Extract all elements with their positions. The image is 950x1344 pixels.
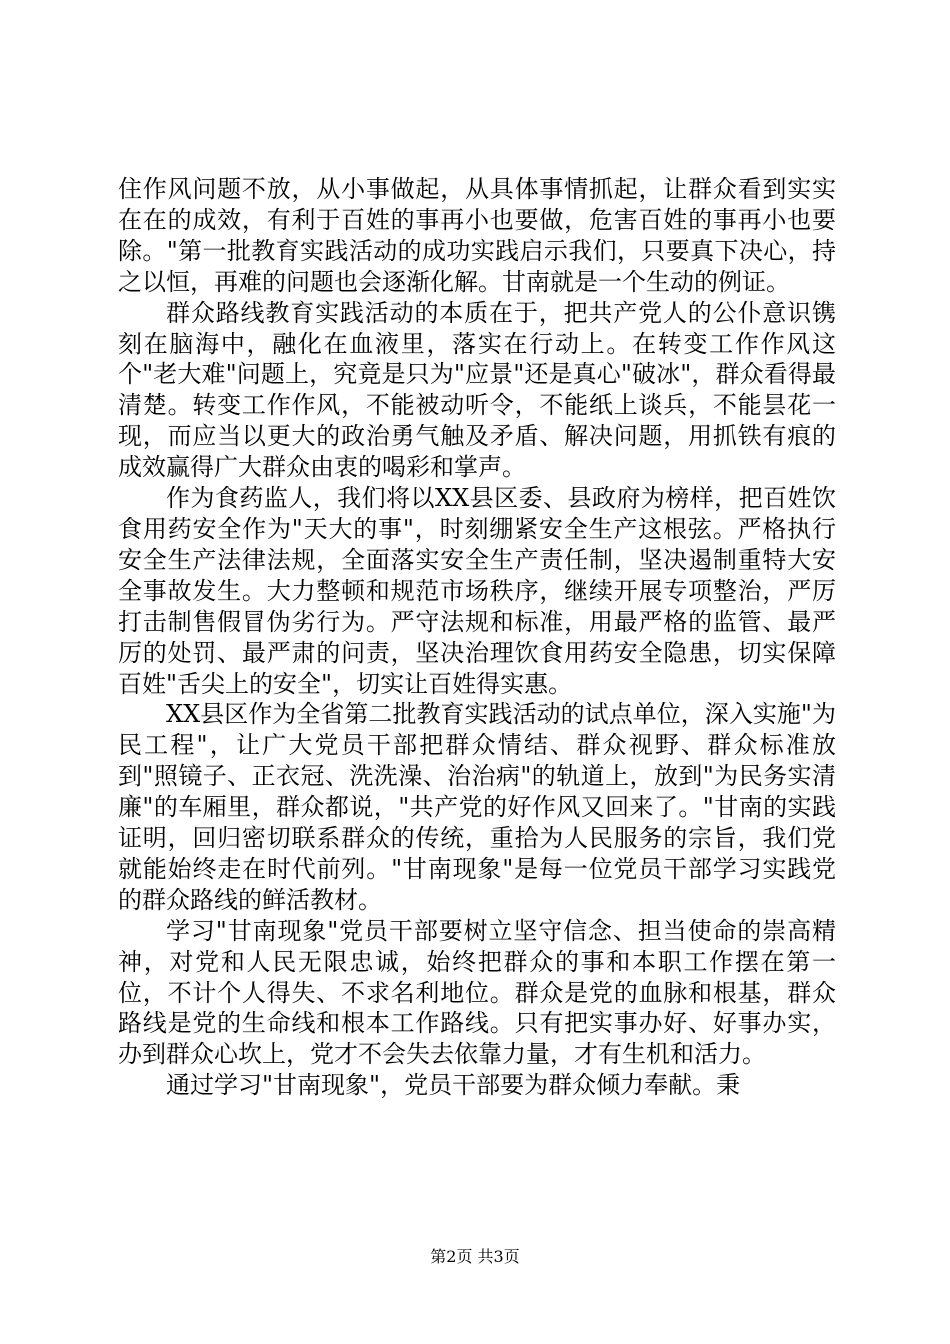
paragraph-4: XX县区作为全省第二批教育实践活动的试点单位，深入实施"为民工程"，让广大党员干部把群众情结、群众视野、群众标准放到"照镜子、正衣冠、洗洗澡、治治病"的轨道上，放到"为民务实清廉"的车厢里，群众都说，"共产党的好作风又回来了。"甘南的实践证明，回归密切联系群众的传统，重拾为人民服务的宗旨，我们党就能始终走在时代前列。"甘南现象"是每一位党员干部学习实践党的群众路线的鲜活教材。 bbox=[118, 700, 836, 914]
page-number-footer: 第2页 共3页 bbox=[430, 1247, 520, 1266]
paragraph-1: 住作风问题不放，从小事做起，从具体事情抓起，让群众看到实实在在的成效，有利于百姓的事再小也要做，危害百姓的事再小也要除。"第一批教育实践活动的成功实践启示我们，只要真下决心，持之以恒，再难的问题也会逐渐化解。甘南就是一个生动的例证。 bbox=[118, 175, 836, 296]
document-body bbox=[118, 174, 836, 1101]
paragraph-6: 通过学习"甘南现象"，党员干部要为群众倾力奉献。秉 bbox=[166, 1071, 741, 1100]
paragraph-2: 群众路线教育实践活动的本质在于，把共产党人的公仆意识镌刻在脑海中，融化在血液里，落实在行动上。在转变工作作风这个"老大难"问题上，究竟是只为"应景"还是真心"破冰"，群众看得最清楚。转变工作作风，不能被动听令，不能纸上谈兵，不能昙花一现，而应当以更大的政治勇气触及矛盾、解决问题，用抓铁有痕的成效赢得广大群众由衷的喝彩和掌声。 bbox=[118, 298, 836, 482]
paragraph-5: 学习"甘南现象"党员干部要树立坚守信念、担当使命的崇高精神，对党和人民无限忠诚，始终把群众的事和本职工作摆在第一位，不计个人得失、不求名利地位。群众是党的血脉和根基，群众路线是党的生命线和根本工作路线。只有把实事办好、好事办实，办到群众心坎上，党才不会失去依靠力量，才有生机和活力。 bbox=[118, 916, 836, 1069]
paragraph-3: 作为食药监人，我们将以XX县区委、县政府为榜样，把百姓饮食用药安全作为"天大的事"，时刻绷紧安全生产这根弦。严格执行安全生产法律法规，全面落实安全生产责任制，坚决遏制重特大安全事故发生。大力整顿和规范市场秩序，继续开展专项整治，严厉打击制售假冒伪劣行为。严守法规和标准，用最严格的监管、最严厉的处罚、最严肃的问责，坚决治理饮食用药安全隐患，切实保障百姓"舌尖上的安全"，切实让百姓得实惠。 bbox=[118, 484, 836, 698]
